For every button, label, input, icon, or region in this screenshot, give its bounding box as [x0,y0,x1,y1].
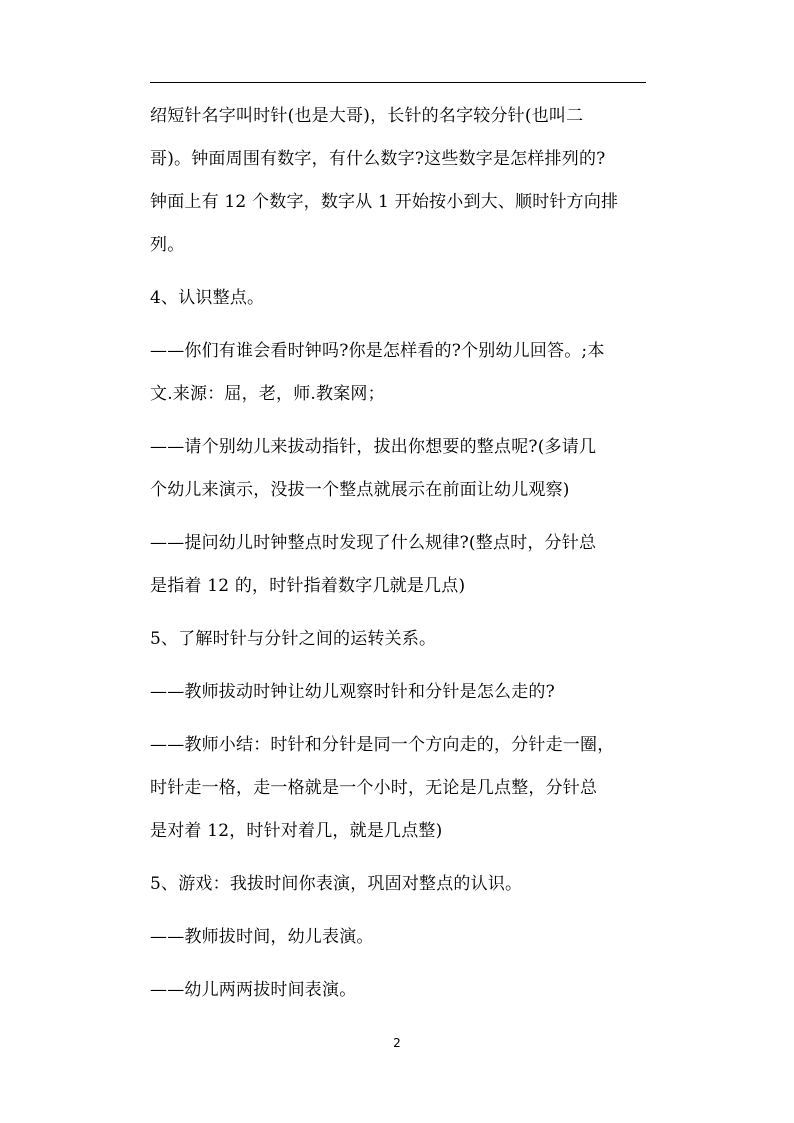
page-number: 2 [393,1036,401,1050]
text-line: ——教师拔时间，幼儿表演。 [150,927,374,947]
text-line: 是对着 12，时针对着几，就是几点整) [150,821,443,841]
text-line: 绍短针名字叫时针(也是大哥)，长针的名字较分针(也叫二 [150,106,584,126]
text-line: 文.来源：屈，老，师.教案网； [150,384,385,404]
text-line: 时针走一格，走一格就是一个小时，无论是几点整，分针总 [150,778,598,798]
text-line: 个幼儿来演示，没拔一个整点就展示在前面让幼儿观察) [150,480,570,500]
text-line: 列。 [150,235,185,255]
section-heading: 4、认识整点。 [150,288,265,308]
section-heading: 5、游戏：我拔时间你表演，巩固对整点的认识。 [150,874,523,894]
text-line: ——幼儿两两拔时间表演。 [150,980,357,1000]
text-line: 哥)。钟面周围有数字，有什么数字?这些数字是怎样排列的? [150,149,606,169]
text-line: ——提问幼儿时钟整点时发现了什么规律?(整点时，分针总 [150,533,597,553]
section-heading: 5、了解时针与分针之间的运转关系。 [150,629,437,649]
text-line: ——教师小结：时针和分针是同一个方向走的，分针走一圈， [150,735,615,755]
text-line: 钟面上有 12 个数字，数字从 1 开始按小到大、顺时针方向排 [150,192,619,212]
text-line: ——你们有谁会看时钟吗?你是怎样看的?个别幼儿回答。;本 [150,341,605,361]
text-line: 是指着 12 的，时针指着数字几就是几点) [150,576,466,596]
header-divider [150,82,646,83]
text-line: ——教师拔动时钟让幼儿观察时针和分针是怎么走的? [150,682,555,702]
text-line: ——请个别幼儿来拔动指针，拔出你想要的整点呢?(多请几 [150,437,597,457]
